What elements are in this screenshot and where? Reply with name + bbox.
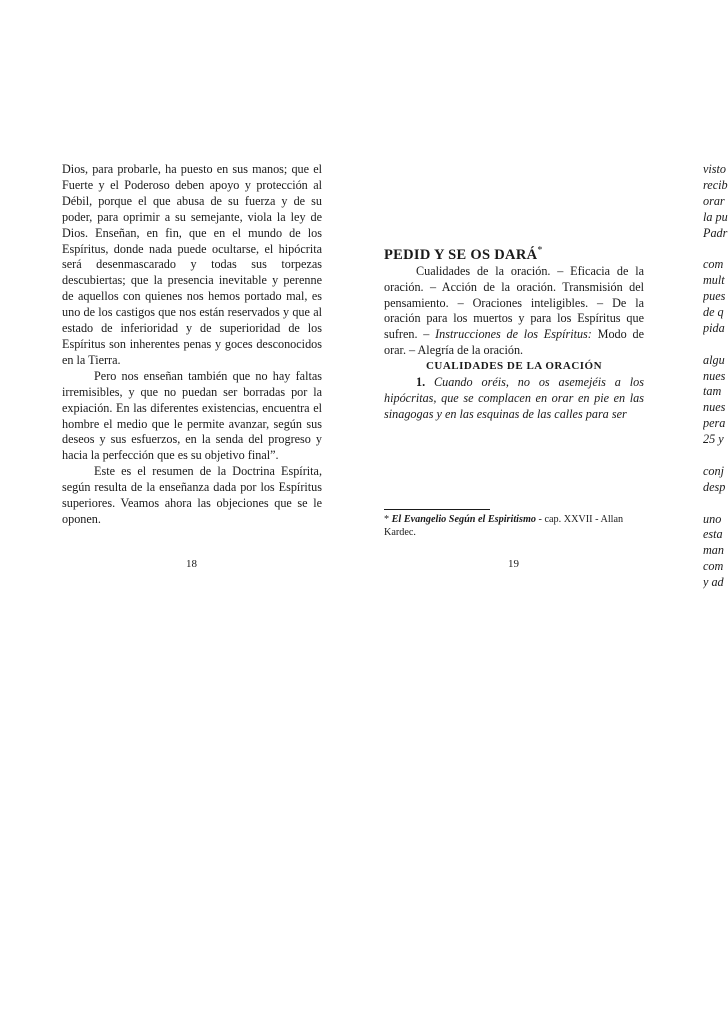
fragment-line: algu [703,352,725,367]
summary-text: Cualidades de la oración. – Eficacia de la oración. – Acción de la oración. Transmisión del pensamiento. – Oraciones inteligibles. – De la oración para los muertos y para los Espíritus que sufren. – [384,263,644,342]
fragment-line: de q [703,305,724,320]
fragment-line: pida [703,320,725,335]
page-number-left: 18 [186,558,197,570]
fragment-line: nues [703,400,726,415]
verse-text: Cuando oréis, no os asemejéis a los hipócritas, que se complacen en orar en pie en las sinagogas y en las esquinas de las calles para ser [384,375,644,421]
section-heading: CUALIDADES DE LA ORACIÓN [425,360,603,373]
fragment-line: com [703,257,724,272]
fragment-line: man [703,543,724,558]
fragment-line: recib [703,177,728,192]
fragment-line: tam [703,384,722,399]
verse-number: 1. [416,375,426,390]
fragment-line: visto [703,162,727,176]
summary-text-end: Modo de orar. – Alegría de la oración. [384,327,645,358]
fragment-line [703,496,728,512]
chapter-title [384,243,644,264]
fragment-line [703,448,728,464]
footnote-title: El Evangelio Según el Espiritismo [391,514,536,525]
left-page-text [62,162,322,528]
footnote-marker: * [537,245,543,256]
summary-italic: Instrucciones de los Espíritus: [435,327,592,342]
fragment-line: desp [703,479,726,494]
fragment-line: uno [703,511,722,526]
fragment-line: orar [703,193,725,208]
fragment-line [703,337,728,353]
fragment-line: esta [703,527,723,542]
paragraph: Pero nos enseñan también que no hay faltas irremisibles, y que no puedan ser borradas por la expiación. En las diferentes existencias, encuentra el hombre el medio que le permite avanzar, según sus deseos y sus esfuerzos, en la senda del progreso y hacia la perfección que es su objetivo final”. [62,368,322,463]
fragment-line: la pu [703,209,728,224]
footnote-mark: * [384,514,390,525]
fragment-line: nues [703,368,726,383]
verse [384,375,644,423]
paragraph: Este es el resumen de la Doctrina Espírita, según resulta de la enseñanza dada por los Espíritus superiores. Veamos ahora las objeciones que se le oponen. [62,464,322,526]
next-page-fragment [703,162,728,591]
fragment-line: pues [703,289,726,304]
fragment-line: y ad [703,575,724,590]
footnote-rule [384,509,490,510]
fragment-line: mult [703,273,725,288]
paragraph: Dios, para probarle, ha puesto en sus manos; que el Fuerte y el Poderoso deben apoyo y protección al Débil, porque el que abusa de su fuerza y de su poder, para oprimir a su semejante, viola la ley de Dios. Enseñan, en fin, que en el mundo de los Espíritus, donde nada puede ocultarse, el hipócrita será desenmascarado y todas sus torpezas descubiertas; que la presencia inevitable y perenne de aquellos con quienes nos hemos portado mal, es uno de los castigos que nos están reservados y que al estado de inferioridad y de superioridad de los Espíritus son inherentes penas y goces desconocidos en la Tierra. [62,162,322,367]
fragment-line: 25 y [703,432,724,447]
footnote [384,513,654,539]
chapter-summary [384,264,644,359]
page-number-right: 19 [508,558,519,570]
chapter-title-text: PEDID Y SE OS DARÁ [384,246,538,263]
right-page-text [384,243,644,423]
fragment-line: conj [703,463,724,478]
fragment-line: Padr [703,225,728,240]
fragment-line [703,241,728,257]
fragment-line: com [703,559,724,574]
fragment-line: pera [703,416,726,431]
footnote-rest: - cap. XXVII - Allan Kardec. [384,514,624,538]
